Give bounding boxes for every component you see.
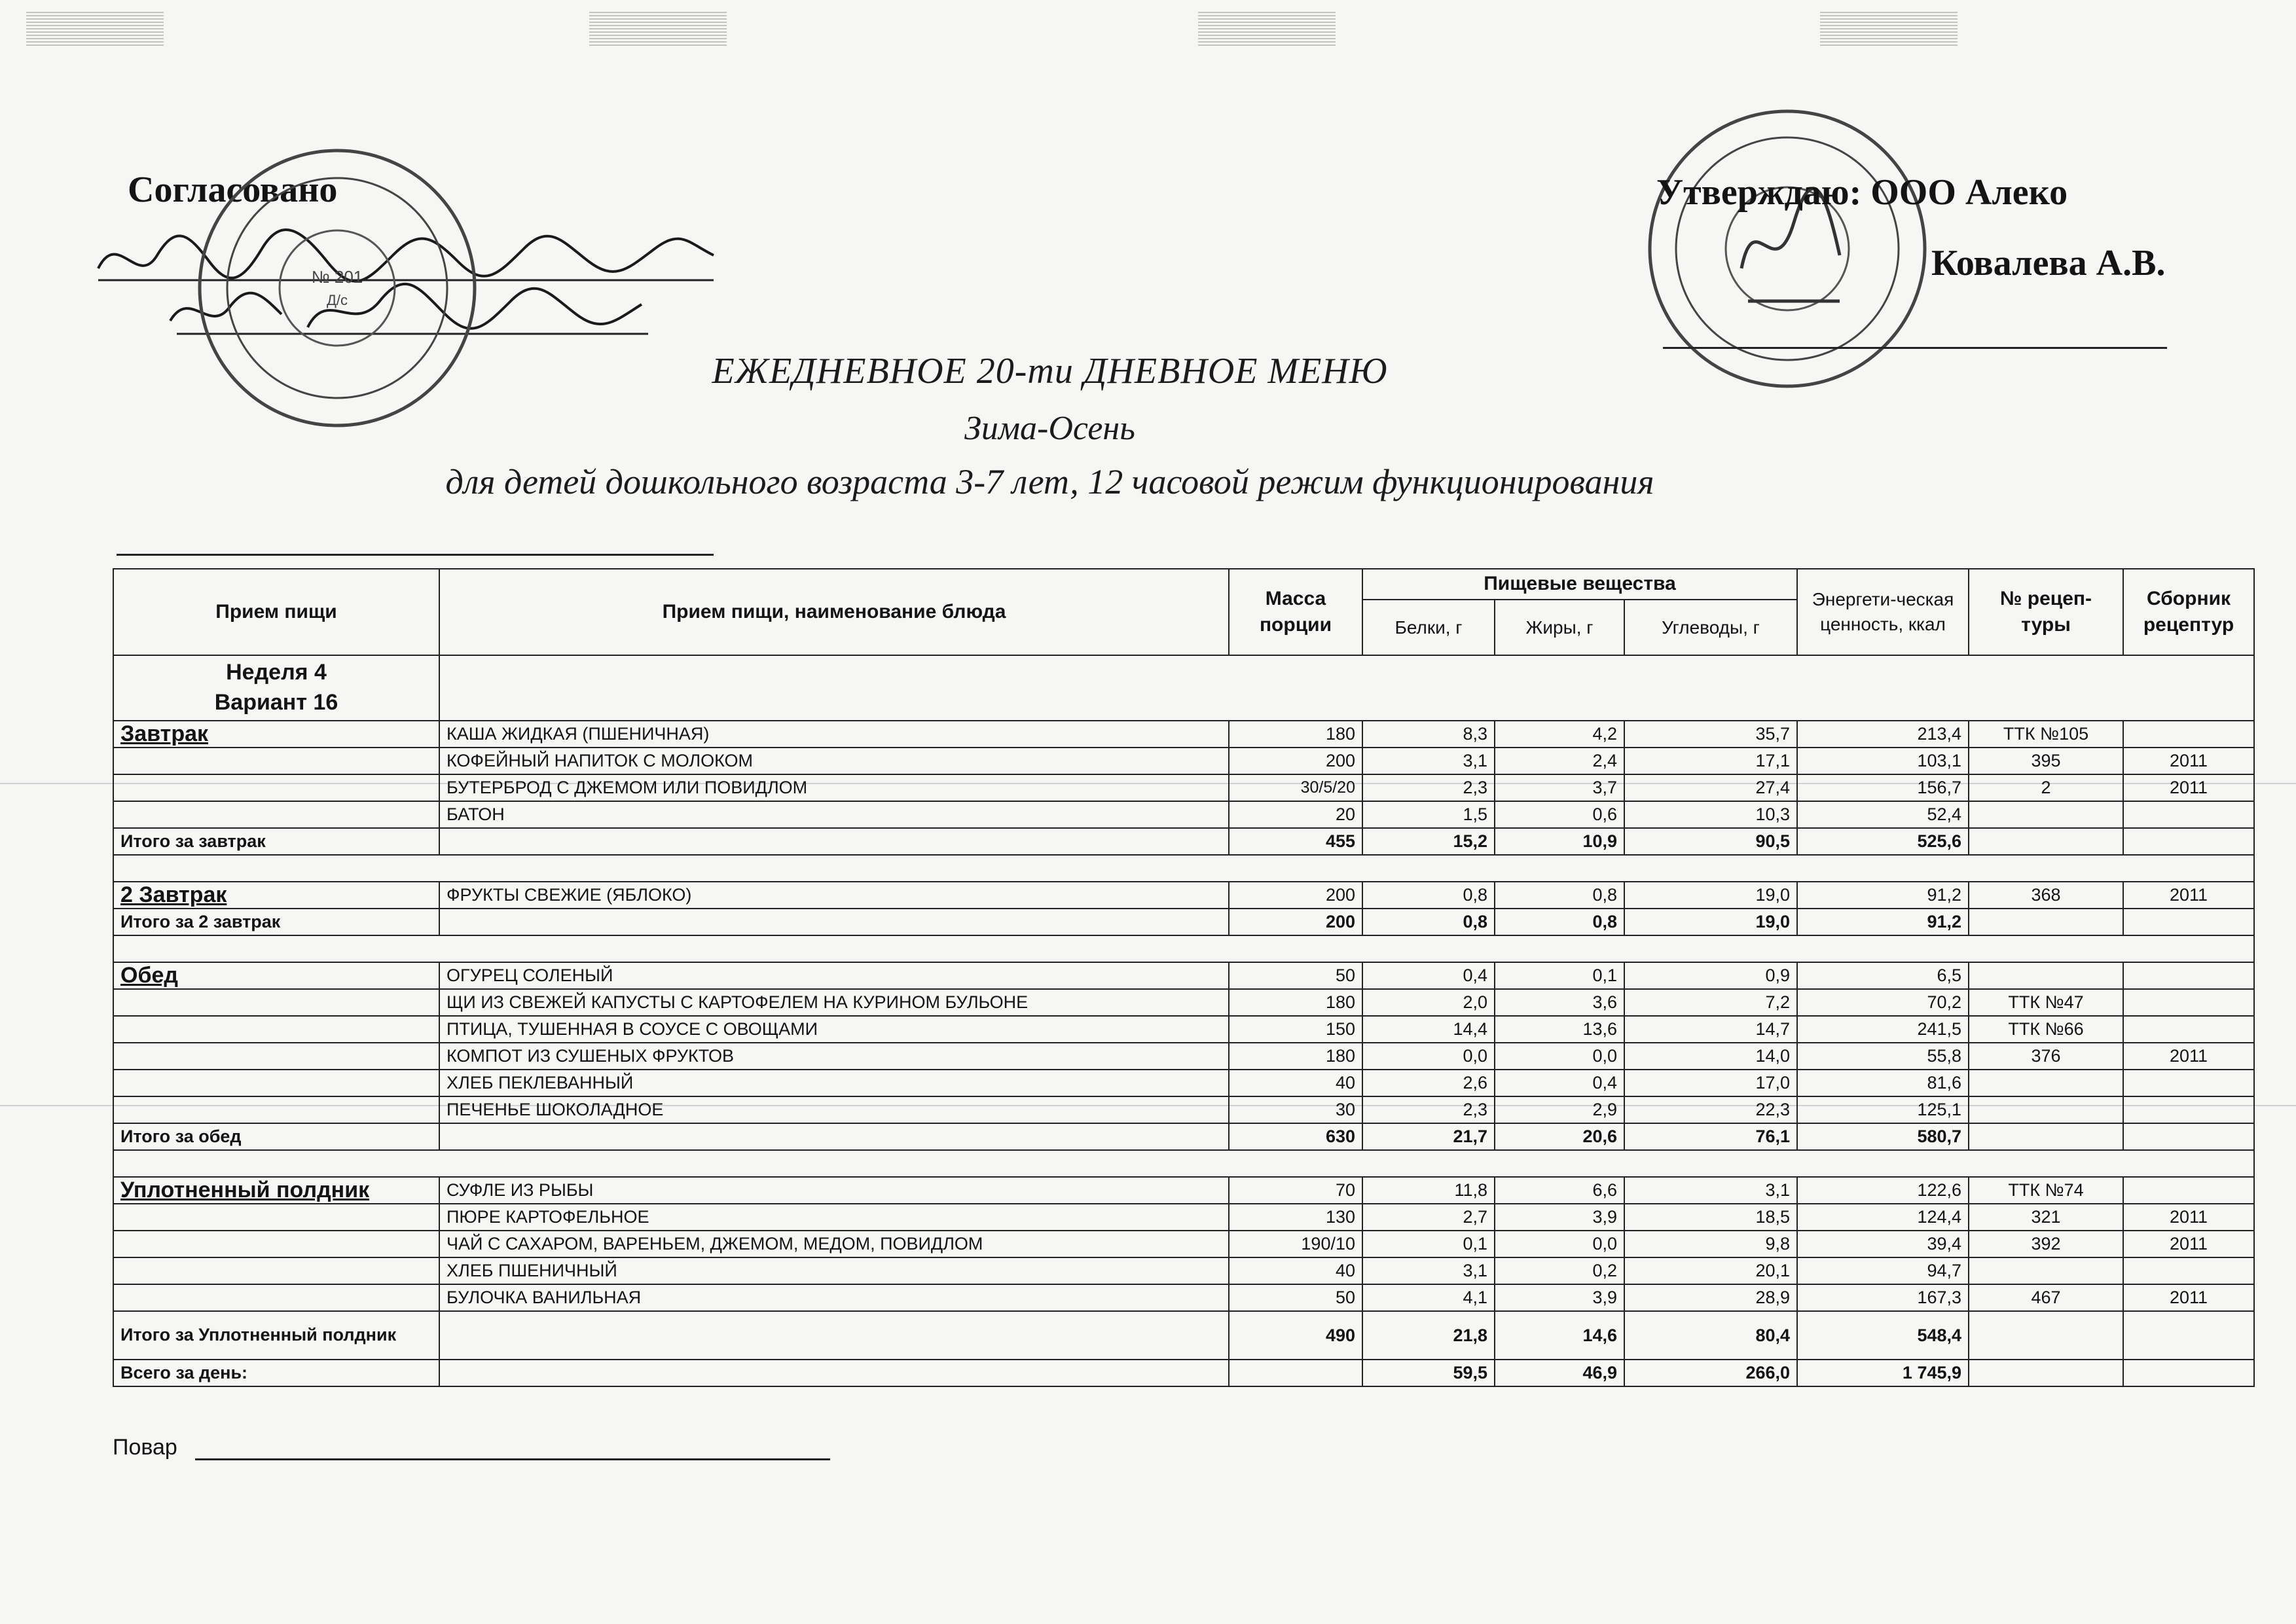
cell-carbs: 19,0 (1624, 882, 1797, 909)
cell-dish: ОГУРЕЦ СОЛЕНЫЙ (439, 962, 1229, 989)
cell-dish: ФРУКТЫ СВЕЖИЕ (ЯБЛОКО) (439, 882, 1229, 909)
total-row (113, 1311, 2254, 1360)
cell-recipe (1969, 1311, 2123, 1360)
cell-collection (2123, 989, 2254, 1016)
cell-carbs: 7,2 (1624, 989, 1797, 1016)
cell-mass: 20 (1229, 801, 1362, 828)
cell-collection: 2011 (2123, 1204, 2254, 1231)
table-header (113, 569, 2254, 655)
cell-recipe (1969, 1096, 2123, 1123)
cell-dish: ХЛЕБ ПШЕНИЧНЫЙ (439, 1257, 1229, 1284)
cell-meal: Итого за 2 завтрак (113, 909, 439, 935)
header-recipe: № рецеп-туры (1969, 569, 2123, 655)
table-row (113, 801, 2254, 828)
cell-mass: 190/10 (1229, 1231, 1362, 1257)
table-row (113, 1177, 2254, 1204)
agreed-label: Согласовано (128, 170, 338, 210)
cell-meal: Итого за обед (113, 1123, 439, 1150)
cell-mass (1229, 1360, 1362, 1386)
cell-fat: 0,8 (1495, 909, 1624, 935)
cell-recipe: 467 (1969, 1284, 2123, 1311)
cell-meal: Завтрак (113, 721, 439, 748)
total-row (113, 1123, 2254, 1150)
cell-collection (2123, 1257, 2254, 1284)
table-row (113, 1231, 2254, 1257)
cell-dish: ПЮРЕ КАРТОФЕЛЬНОЕ (439, 1204, 1229, 1231)
table-row (113, 1043, 2254, 1070)
spacer-cell (113, 1150, 2254, 1177)
cell-collection (2123, 721, 2254, 748)
header-carbs: Углеводы, г (1624, 600, 1797, 655)
cell-carbs: 18,5 (1624, 1204, 1797, 1231)
cell-mass: 630 (1229, 1123, 1362, 1150)
table-row (113, 882, 2254, 909)
cell-recipe (1969, 801, 2123, 828)
total-row (113, 909, 2254, 935)
cell-dish: БУТЕРБРОД С ДЖЕМОМ ИЛИ ПОВИДЛОМ (439, 774, 1229, 801)
cell-collection (2123, 801, 2254, 828)
cell-fat: 6,6 (1495, 1177, 1624, 1204)
cell-dish (439, 1360, 1229, 1386)
cell-protein: 14,4 (1362, 1016, 1495, 1043)
cell-mass: 490 (1229, 1311, 1362, 1360)
cell-collection (2123, 1123, 2254, 1150)
cell-energy: 525,6 (1797, 828, 1969, 855)
cell-mass: 50 (1229, 1284, 1362, 1311)
cell-mass: 150 (1229, 1016, 1362, 1043)
cell-protein: 15,2 (1362, 828, 1495, 855)
cell-protein: 59,5 (1362, 1360, 1495, 1386)
cell-protein: 3,1 (1362, 1257, 1495, 1284)
variant-label: Вариант 16 (214, 690, 338, 715)
cell-carbs: 20,1 (1624, 1257, 1797, 1284)
cell-protein: 3,1 (1362, 748, 1495, 774)
cell-mass: 30 (1229, 1096, 1362, 1123)
cell-mass: 200 (1229, 748, 1362, 774)
table-row (113, 989, 2254, 1016)
cell-fat: 2,4 (1495, 748, 1624, 774)
cell-mass: 130 (1229, 1204, 1362, 1231)
cell-energy: 70,2 (1797, 989, 1969, 1016)
menu-title: ЕЖЕДНЕВНОЕ 20-ти ДНЕВНОЕ МЕНЮ (712, 351, 1388, 391)
table-row (113, 1204, 2254, 1231)
table-row (113, 1257, 2254, 1284)
cell-recipe: 376 (1969, 1043, 2123, 1070)
cell-energy: 548,4 (1797, 1311, 1969, 1360)
cell-recipe (1969, 1257, 2123, 1284)
cell-fat: 0,4 (1495, 1070, 1624, 1096)
cell-carbs: 17,1 (1624, 748, 1797, 774)
header-fat: Жиры, г (1495, 600, 1624, 655)
table-row (113, 1096, 2254, 1123)
cell-protein: 0,8 (1362, 882, 1495, 909)
cell-collection (2123, 909, 2254, 935)
cell-protein: 0,0 (1362, 1043, 1495, 1070)
table-row (113, 748, 2254, 774)
cell-mass: 50 (1229, 962, 1362, 989)
cell-recipe (1969, 962, 2123, 989)
cell-meal (113, 801, 439, 828)
signature-line (1663, 347, 2167, 349)
cell-carbs: 9,8 (1624, 1231, 1797, 1257)
approve-label: Утверждаю: ООО Алеко (1656, 172, 2068, 213)
cell-collection (2123, 828, 2254, 855)
cell-energy: 52,4 (1797, 801, 1969, 828)
spacer-row (113, 935, 2254, 962)
header-energy: Энергети-ческая ценность, ккал (1797, 569, 1969, 655)
header-protein: Белки, г (1362, 600, 1495, 655)
cell-meal: Обед (113, 962, 439, 989)
cell-meal (113, 1284, 439, 1311)
cell-recipe (1969, 828, 2123, 855)
cell-protein: 11,8 (1362, 1177, 1495, 1204)
cell-recipe (1969, 909, 2123, 935)
cell-carbs: 3,1 (1624, 1177, 1797, 1204)
cell-dish: КОМПОТ ИЗ СУШЕНЫХ ФРУКТОВ (439, 1043, 1229, 1070)
table-row (113, 962, 2254, 989)
cell-mass: 180 (1229, 1043, 1362, 1070)
cell-protein: 2,3 (1362, 774, 1495, 801)
cell-mass: 30/5/20 (1229, 774, 1362, 801)
cell-collection: 2011 (2123, 1231, 2254, 1257)
stamp-right (1643, 105, 1931, 393)
cell-meal: Итого за завтрак (113, 828, 439, 855)
cell-carbs: 10,3 (1624, 801, 1797, 828)
cell-dish (439, 1123, 1229, 1150)
header-meal: Прием пищи (113, 569, 439, 655)
cell-energy: 55,8 (1797, 1043, 1969, 1070)
spacer-row (113, 855, 2254, 882)
cell-dish (439, 909, 1229, 935)
week-label: Неделя 4 (226, 660, 327, 685)
cell-dish: БАТОН (439, 801, 1229, 828)
cell-collection (2123, 1016, 2254, 1043)
cell-mass: 180 (1229, 721, 1362, 748)
cell-mass: 200 (1229, 882, 1362, 909)
cell-dish (439, 828, 1229, 855)
cell-meal (113, 774, 439, 801)
cell-fat: 3,7 (1495, 774, 1624, 801)
cell-carbs: 27,4 (1624, 774, 1797, 801)
table-row (113, 1070, 2254, 1096)
cell-recipe: ТТК №105 (1969, 721, 2123, 748)
total-row (113, 1360, 2254, 1386)
cell-recipe: ТТК №66 (1969, 1016, 2123, 1043)
cell-energy: 125,1 (1797, 1096, 1969, 1123)
cook-signature-line (195, 1458, 830, 1460)
cell-protein: 2,7 (1362, 1204, 1495, 1231)
cell-fat: 3,9 (1495, 1284, 1624, 1311)
cell-fat: 0,0 (1495, 1043, 1624, 1070)
cell-fat: 4,2 (1495, 721, 1624, 748)
cell-protein: 1,5 (1362, 801, 1495, 828)
cell-dish (439, 1311, 1229, 1360)
table-row (113, 721, 2254, 748)
header-mass: Масса порции (1229, 569, 1362, 655)
cell-energy: 6,5 (1797, 962, 1969, 989)
cell-carbs: 14,7 (1624, 1016, 1797, 1043)
cell-energy: 122,6 (1797, 1177, 1969, 1204)
cell-meal (113, 1204, 439, 1231)
spacer-cell (113, 855, 2254, 882)
cell-energy: 91,2 (1797, 909, 1969, 935)
svg-text:Д/с: Д/с (326, 292, 348, 308)
cell-collection (2123, 1070, 2254, 1096)
cell-energy: 213,4 (1797, 721, 1969, 748)
cell-fat: 3,9 (1495, 1204, 1624, 1231)
table-row (113, 1284, 2254, 1311)
cell-energy: 124,4 (1797, 1204, 1969, 1231)
cell-meal (113, 1231, 439, 1257)
cell-mass: 200 (1229, 909, 1362, 935)
cell-recipe (1969, 1070, 2123, 1096)
cell-collection (2123, 1311, 2254, 1360)
cell-mass: 40 (1229, 1257, 1362, 1284)
approver-name: Ковалева А.В. (1931, 243, 2166, 283)
cell-protein: 2,6 (1362, 1070, 1495, 1096)
cell-fat: 10,9 (1495, 828, 1624, 855)
cell-dish: ПТИЦА, ТУШЕННАЯ В СОУСЕ С ОВОЩАМИ (439, 1016, 1229, 1043)
cell-collection: 2011 (2123, 1043, 2254, 1070)
cell-carbs: 266,0 (1624, 1360, 1797, 1386)
cell-recipe: 392 (1969, 1231, 2123, 1257)
season-subtitle: Зима-Осень (964, 410, 1135, 447)
table-body (113, 655, 2254, 1386)
cell-carbs: 80,4 (1624, 1311, 1797, 1360)
table-row (113, 1016, 2254, 1043)
cell-meal (113, 1043, 439, 1070)
cell-meal (113, 989, 439, 1016)
cell-meal: Всего за день: (113, 1360, 439, 1386)
cell-collection: 2011 (2123, 748, 2254, 774)
cook-label: Повар (113, 1435, 177, 1460)
cell-carbs: 22,3 (1624, 1096, 1797, 1123)
cell-carbs: 0,9 (1624, 962, 1797, 989)
audience-subtitle: для детей дошкольного возраста 3-7 лет, 12 часовой режим функционирования (445, 462, 1654, 501)
cell-mass: 40 (1229, 1070, 1362, 1096)
total-row (113, 828, 2254, 855)
cell-meal (113, 1016, 439, 1043)
cell-carbs: 76,1 (1624, 1123, 1797, 1150)
cell-collection: 2011 (2123, 1284, 2254, 1311)
cell-dish: ПЕЧЕНЬЕ ШОКОЛАДНОЕ (439, 1096, 1229, 1123)
cell-fat: 46,9 (1495, 1360, 1624, 1386)
cell-fat: 0,6 (1495, 801, 1624, 828)
cell-protein: 0,8 (1362, 909, 1495, 935)
cell-meal (113, 1257, 439, 1284)
cell-fat: 0,2 (1495, 1257, 1624, 1284)
cell-meal (113, 1096, 439, 1123)
cell-dish: ЩИ ИЗ СВЕЖЕЙ КАПУСТЫ С КАРТОФЕЛЕМ НА КУРИНОМ БУЛЬОНЕ (439, 989, 1229, 1016)
cell-fat: 0,0 (1495, 1231, 1624, 1257)
cell-meal: Итого за Уплотненный полдник (113, 1311, 439, 1360)
cell-mass: 180 (1229, 989, 1362, 1016)
cell-recipe: ТТК №74 (1969, 1177, 2123, 1204)
cell-meal (113, 1070, 439, 1096)
cell-fat: 13,6 (1495, 1016, 1624, 1043)
cell-recipe (1969, 1360, 2123, 1386)
scan-artifact (26, 12, 164, 46)
svg-text:№ 201: № 201 (311, 267, 363, 287)
scan-artifact (589, 12, 727, 46)
cell-mass: 455 (1229, 828, 1362, 855)
cell-dish: КАША ЖИДКАЯ (ПШЕНИЧНАЯ) (439, 721, 1229, 748)
cell-protein: 21,8 (1362, 1311, 1495, 1360)
cell-recipe: 395 (1969, 748, 2123, 774)
week-cell (113, 655, 439, 721)
cell-dish: БУЛОЧКА ВАНИЛЬНАЯ (439, 1284, 1229, 1311)
cell-recipe: ТТК №47 (1969, 989, 2123, 1016)
cell-carbs: 28,9 (1624, 1284, 1797, 1311)
cell-fat: 0,8 (1495, 882, 1624, 909)
cell-protein: 0,4 (1362, 962, 1495, 989)
menu-table (113, 568, 2255, 1387)
cell-energy: 81,6 (1797, 1070, 1969, 1096)
cell-collection (2123, 1360, 2254, 1386)
cell-protein: 0,1 (1362, 1231, 1495, 1257)
cell-protein: 4,1 (1362, 1284, 1495, 1311)
cell-energy: 91,2 (1797, 882, 1969, 909)
spacer-row (113, 1150, 2254, 1177)
header-dish: Прием пищи, наименование блюда (439, 569, 1229, 655)
cell-dish: ЧАЙ С САХАРОМ, ВАРЕНЬЕМ, ДЖЕМОМ, МЕДОМ, ПОВИДЛОМ (439, 1231, 1229, 1257)
cell-recipe: 368 (1969, 882, 2123, 909)
cell-collection (2123, 1177, 2254, 1204)
cell-collection: 2011 (2123, 882, 2254, 909)
cell-recipe: 321 (1969, 1204, 2123, 1231)
cell-energy: 39,4 (1797, 1231, 1969, 1257)
header-nutrients: Пищевые вещества (1362, 569, 1797, 600)
cell-protein: 2,3 (1362, 1096, 1495, 1123)
cell-meal: Уплотненный полдник (113, 1177, 439, 1204)
cell-energy: 580,7 (1797, 1123, 1969, 1150)
cell-collection: 2011 (2123, 774, 2254, 801)
cell-carbs: 14,0 (1624, 1043, 1797, 1070)
cell-dish: СУФЛЕ ИЗ РЫБЫ (439, 1177, 1229, 1204)
cell-energy: 94,7 (1797, 1257, 1969, 1284)
cell-fat: 3,6 (1495, 989, 1624, 1016)
cell-dish: ХЛЕБ ПЕКЛЕВАННЫЙ (439, 1070, 1229, 1096)
cell-fat: 0,1 (1495, 962, 1624, 989)
header-collection: Сборник рецептур (2123, 569, 2254, 655)
header-rule (117, 554, 714, 556)
cell-fat: 2,9 (1495, 1096, 1624, 1123)
cell-mass: 70 (1229, 1177, 1362, 1204)
cell-fat: 20,6 (1495, 1123, 1624, 1150)
cell-protein: 21,7 (1362, 1123, 1495, 1150)
cell-carbs: 35,7 (1624, 721, 1797, 748)
cell-protein: 2,0 (1362, 989, 1495, 1016)
scan-artifact (1820, 12, 1958, 46)
cell-dish: КОФЕЙНЫЙ НАПИТОК С МОЛОКОМ (439, 748, 1229, 774)
cell-energy: 167,3 (1797, 1284, 1969, 1311)
cell-collection (2123, 962, 2254, 989)
cell-protein: 8,3 (1362, 721, 1495, 748)
week-filler (439, 655, 2254, 721)
cell-carbs: 90,5 (1624, 828, 1797, 855)
table-row (113, 774, 2254, 801)
cell-collection (2123, 1096, 2254, 1123)
scan-artifact (1198, 12, 1336, 46)
cell-fat: 14,6 (1495, 1311, 1624, 1360)
spacer-cell (113, 935, 2254, 962)
cell-energy: 241,5 (1797, 1016, 1969, 1043)
cell-carbs: 17,0 (1624, 1070, 1797, 1096)
cell-carbs: 19,0 (1624, 909, 1797, 935)
cell-energy: 156,7 (1797, 774, 1969, 801)
cell-recipe: 2 (1969, 774, 2123, 801)
cell-meal (113, 748, 439, 774)
cell-energy: 1 745,9 (1797, 1360, 1969, 1386)
cell-recipe (1969, 1123, 2123, 1150)
cell-energy: 103,1 (1797, 748, 1969, 774)
cell-meal: 2 Завтрак (113, 882, 439, 909)
